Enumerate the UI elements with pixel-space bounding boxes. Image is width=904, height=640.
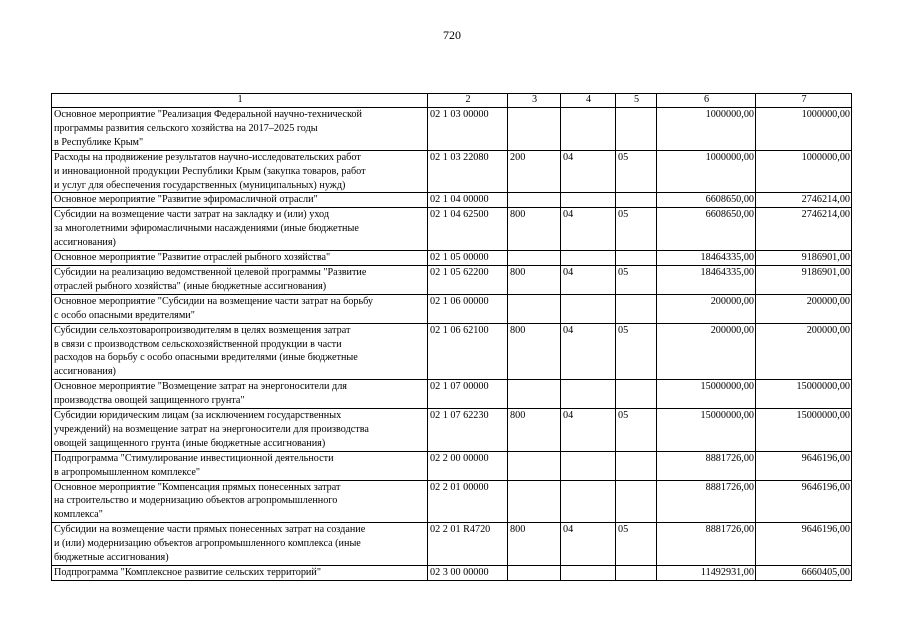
expense-type-cell [508,380,561,409]
item-name-cell: Основное мероприятие "Субсидии на возмещение части затрат на борьбу с особо опасными вредителями" [52,294,428,323]
budget-code-cell: 02 1 04 62500 [428,208,508,251]
table-row [52,451,852,480]
amount-cell: 11492931,00 [657,566,756,581]
expense-type-cell [508,566,561,581]
expense-type-cell [508,480,561,523]
item-name-cell: Субсидии на реализацию ведомственной целевой программы "Развитие отраслей рыбного хозяйства" (иные бюджетные ассигнования) [52,265,428,294]
section-cell [561,108,616,151]
amount-cell: 8881726,00 [657,523,756,566]
section-cell: 04 [561,323,616,380]
subsection-cell [616,251,657,266]
budget-code-cell: 02 1 06 62100 [428,323,508,380]
amount-cell: 200000,00 [657,294,756,323]
table-row [52,150,852,193]
item-name-cell: Основное мероприятие "Развитие эфиромасличной отрасли" [52,193,428,208]
section-cell: 04 [561,208,616,251]
section-cell [561,193,616,208]
budget-code-cell: 02 1 06 00000 [428,294,508,323]
table-row [52,193,852,208]
amount-cell: 1000000,00 [756,108,852,151]
item-name-cell: Основное мероприятие "Компенсация прямых понесенных затрат на строительство и модернизацию объектов агропромышленного комплекса" [52,480,428,523]
item-name-cell: Основное мероприятие "Развитие отраслей рыбного хозяйства" [52,251,428,266]
amount-cell: 9646196,00 [756,523,852,566]
amount-cell: 15000000,00 [756,380,852,409]
budget-code-cell: 02 2 00 00000 [428,451,508,480]
budget-code-cell: 02 1 07 62230 [428,409,508,452]
subsection-cell [616,451,657,480]
budget-code-cell: 02 1 03 00000 [428,108,508,151]
amount-cell: 200000,00 [756,294,852,323]
section-cell [561,380,616,409]
table-row [52,566,852,581]
section-cell: 04 [561,150,616,193]
budget-code-cell: 02 2 01 R4720 [428,523,508,566]
subsection-cell: 05 [616,265,657,294]
expense-type-cell: 800 [508,265,561,294]
amount-cell: 9646196,00 [756,480,852,523]
section-cell [561,251,616,266]
table-row [52,323,852,380]
section-cell [561,566,616,581]
amount-cell: 18464335,00 [657,265,756,294]
table-row [52,523,852,566]
table-row [52,251,852,266]
item-name-cell: Субсидии сельхозтоваропроизводителям в целях возмещения затрат в связи с производством сельскохозяйственной продукции в части расходов на борьбу с особо опасными вредителями (иные бюджетные ассигнования) [52,323,428,380]
item-name-cell: Основное мероприятие "Возмещение затрат на энергоносители для производства овощей защищенного грунта" [52,380,428,409]
column-header: 3 [508,94,561,108]
amount-cell: 9646196,00 [756,451,852,480]
item-name-cell: Субсидии на возмещение части затрат на закладку и (или) уход за многолетними эфиромасличными насаждениями (иные бюджетные ассигнования) [52,208,428,251]
expense-type-cell [508,294,561,323]
amount-cell: 6608650,00 [657,208,756,251]
amount-cell: 1000000,00 [657,150,756,193]
subsection-cell: 05 [616,409,657,452]
budget-code-cell: 02 1 07 00000 [428,380,508,409]
section-cell: 04 [561,409,616,452]
section-cell [561,294,616,323]
expense-type-cell [508,108,561,151]
subsection-cell [616,193,657,208]
column-header: 5 [616,94,657,108]
amount-cell: 15000000,00 [657,380,756,409]
page-number: 720 [443,28,461,42]
amount-cell: 2746214,00 [756,193,852,208]
expense-type-cell: 800 [508,523,561,566]
section-cell [561,480,616,523]
expense-type-cell [508,193,561,208]
amount-cell: 6660405,00 [756,566,852,581]
table-row [52,480,852,523]
item-name-cell: Подпрограмма "Стимулирование инвестиционной деятельности в агропромышленном комплексе" [52,451,428,480]
subsection-cell [616,108,657,151]
table-row [52,380,852,409]
table-row [52,294,852,323]
item-name-cell: Основное мероприятие "Реализация Федеральной научно-технической программы развития сельского хозяйства на 2017–2025 годы в Республике Крым" [52,108,428,151]
column-header: 1 [52,94,428,108]
budget-code-cell: 02 1 03 22080 [428,150,508,193]
subsection-cell [616,480,657,523]
amount-cell: 2746214,00 [756,208,852,251]
amount-cell: 15000000,00 [657,409,756,452]
column-header: 2 [428,94,508,108]
amount-cell: 6608650,00 [657,193,756,208]
column-header: 6 [657,94,756,108]
expense-type-cell [508,451,561,480]
expense-type-cell: 800 [508,323,561,380]
expense-type-cell: 800 [508,208,561,251]
table-row [52,265,852,294]
subsection-cell: 05 [616,208,657,251]
budget-code-cell: 02 1 05 62200 [428,265,508,294]
section-cell: 04 [561,265,616,294]
subsection-cell: 05 [616,323,657,380]
section-cell: 04 [561,523,616,566]
item-name-cell: Подпрограмма "Комплексное развитие сельских территорий" [52,566,428,581]
amount-cell: 18464335,00 [657,251,756,266]
expense-type-cell: 200 [508,150,561,193]
section-cell [561,451,616,480]
expense-type-cell: 800 [508,409,561,452]
budget-code-cell: 02 3 00 00000 [428,566,508,581]
budget-code-cell: 02 1 05 00000 [428,251,508,266]
table-header-row [52,94,852,108]
budget-table [51,93,852,581]
amount-cell: 1000000,00 [657,108,756,151]
subsection-cell [616,294,657,323]
amount-cell: 200000,00 [756,323,852,380]
column-header: 7 [756,94,852,108]
subsection-cell [616,380,657,409]
subsection-cell [616,566,657,581]
table-row [52,409,852,452]
amount-cell: 8881726,00 [657,451,756,480]
amount-cell: 9186901,00 [756,251,852,266]
table-row [52,208,852,251]
subsection-cell: 05 [616,523,657,566]
subsection-cell: 05 [616,150,657,193]
amount-cell: 8881726,00 [657,480,756,523]
budget-code-cell: 02 2 01 00000 [428,480,508,523]
amount-cell: 200000,00 [657,323,756,380]
expense-type-cell [508,251,561,266]
budget-code-cell: 02 1 04 00000 [428,193,508,208]
item-name-cell: Расходы на продвижение результатов научно-исследовательских работ и инновационной продукции Республики Крым (закупка товаров, работ и услуг для обеспечения государственных (муниципальных) нужд) [52,150,428,193]
item-name-cell: Субсидии юридическим лицам (за исключением государственных учреждений) на возмещение затрат на энергоносители для производства овощей защищенного грунта (иные бюджетные ассигнования) [52,409,428,452]
amount-cell: 15000000,00 [756,409,852,452]
column-header: 4 [561,94,616,108]
table-row [52,108,852,151]
amount-cell: 1000000,00 [756,150,852,193]
amount-cell: 9186901,00 [756,265,852,294]
item-name-cell: Субсидии на возмещение части прямых понесенных затрат на создание и (или) модернизацию объектов агропромышленного комплекса (иные бюджетные ассигнования) [52,523,428,566]
